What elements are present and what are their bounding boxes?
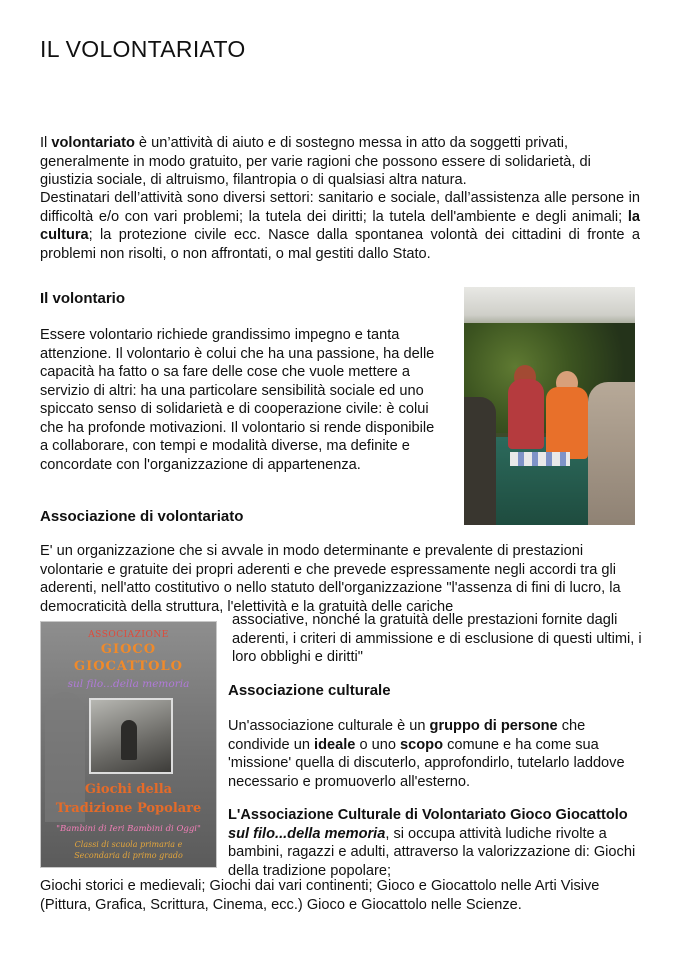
culturale-paragraph	[228, 717, 643, 791]
photo-canopy	[464, 287, 635, 327]
photo-person-right	[588, 382, 635, 525]
associazione-paragraph-continued: associative, nonché la gratuità delle prestazioni fornite dagli aderenti, i criteri di ammissione e di esclusione di questi ultimi, i loro obblighi e diritti"	[232, 612, 642, 665]
heading-volontario: Il volontario	[40, 290, 126, 307]
intro-paragraph-1	[40, 134, 640, 190]
culturale-text: Un'associazione culturale è un	[228, 718, 430, 734]
gioco-italic: sul filo...della memoria	[228, 825, 386, 842]
association-poster	[40, 621, 217, 868]
poster-text: Giochi della	[84, 782, 173, 797]
culturale-text: comune e ha come sua 'missione' quella di discuterlo, approfondirlo, tutelarlo laddove necessario e promuoverlo all'esterno.	[228, 736, 625, 790]
poster-child-figure	[121, 720, 137, 760]
page-title: IL VOLONTARIATO	[40, 36, 246, 62]
poster-photo	[89, 698, 173, 774]
photo-person-orange	[546, 387, 588, 459]
culturale-text: o uno	[355, 736, 401, 753]
intro-text: ; la protezione civile ecc. Nasce dalla spontanea volontà dei cittadini di fronte a problemi non risolti, o non affrontati, o mal gestiti dallo Stato.	[40, 227, 640, 262]
gioco-bold: L'Associazione Culturale di Volontariato Gioco Giocattolo	[228, 807, 628, 823]
volunteers-photo	[464, 287, 635, 525]
intro-bold-volontariato: volontariato	[51, 135, 135, 151]
volontario-paragraph: Essere volontario richiede grandissimo impegno e tanta attenzione. Il volontario è colui che ha una passione, ha delle capacità ha fatto o sa fare delle cose che vuole mettere a servizio di altri: ha una particolare sensibilità sociale ed uno spiccato senso di solidarietà e di cooperazione civile: è colui che ha profonde motivazioni. Il volontario si rende disponibile a collaborare, con tempi e modalità diverse, ma definite e concordate con l'organizzazione di appartenenza.	[40, 327, 435, 473]
poster-text: Classi di scuola primaria e	[74, 840, 183, 849]
gioco-paragraph	[228, 806, 643, 880]
culturale-bold: ideale	[314, 736, 356, 753]
heading-associazione-culturale: Associazione culturale	[228, 682, 391, 699]
photo-person-red	[508, 379, 544, 449]
intro-bold-cultura: la cultura	[40, 208, 640, 243]
poster-text: sul filo...della memoria	[67, 678, 190, 690]
intro-text: Il	[40, 135, 52, 151]
culturale-text: che condivide un	[228, 718, 586, 753]
associazione-paragraph: E' un organizzazione che si avvale in modo determinante e prevalente di prestazioni volontarie e gratuite dei propri aderenti e che prevede espressamente negli accordi tra gli aderenti, nell'atto costitutivo o nello statuto dell'organizzazione "l'assenza di fini di lucro, la democraticità della struttura, l'elettività e la gratuità delle cariche	[40, 543, 621, 615]
photo-cups	[510, 452, 570, 466]
poster-text: Tradizione Popolare	[55, 801, 202, 816]
gioco-text: , si occupa attività ludiche rivolte a bambini, ragazzi e adulti, attraverso la valorizzazione di: Giochi della tradizione popolare;	[228, 825, 636, 879]
poster-text: ASSOCIAZIONE	[88, 630, 169, 640]
heading-associazione-volontariato: Associazione di volontariato	[40, 508, 244, 525]
poster-text: GIOCATTOLO	[74, 659, 183, 674]
gioco-paragraph-tail: Giochi storici e medievali; Giochi dai vari continenti; Gioco e Giocattolo nelle Arti Visive (Pittura, Grafica, Scrittura, Cinema, ecc.) Gioco e Giocattolo nelle Scienze.	[40, 878, 600, 913]
intro-text: Destinatari dell’attività sono diversi settori: sanitario e sociale, dall’assistenza alle persone in difficoltà e/o con vari problemi; la tutela dei diritti; la tutela dell'ambiente e degli animali;	[40, 190, 640, 225]
intro-paragraph-2	[40, 189, 640, 263]
poster-text: "Bambini di Ieri Bambini di Oggi"	[56, 824, 201, 834]
culturale-bold: scopo	[400, 736, 444, 753]
poster-text: Secondaria di primo grado	[74, 851, 183, 860]
culturale-bold: gruppo di persone	[429, 718, 558, 734]
photo-person-left	[464, 397, 496, 525]
poster-text: GIOCO	[100, 642, 157, 657]
intro-text: è un’attività di aiuto e di sostegno messa in atto da soggetti privati, generalmente in modo gratuito, per varie ragioni che possono essere di solidarietà, di giustizia sociale, di altruismo, filantropia o di qualsiasi altra natura.	[40, 135, 591, 188]
